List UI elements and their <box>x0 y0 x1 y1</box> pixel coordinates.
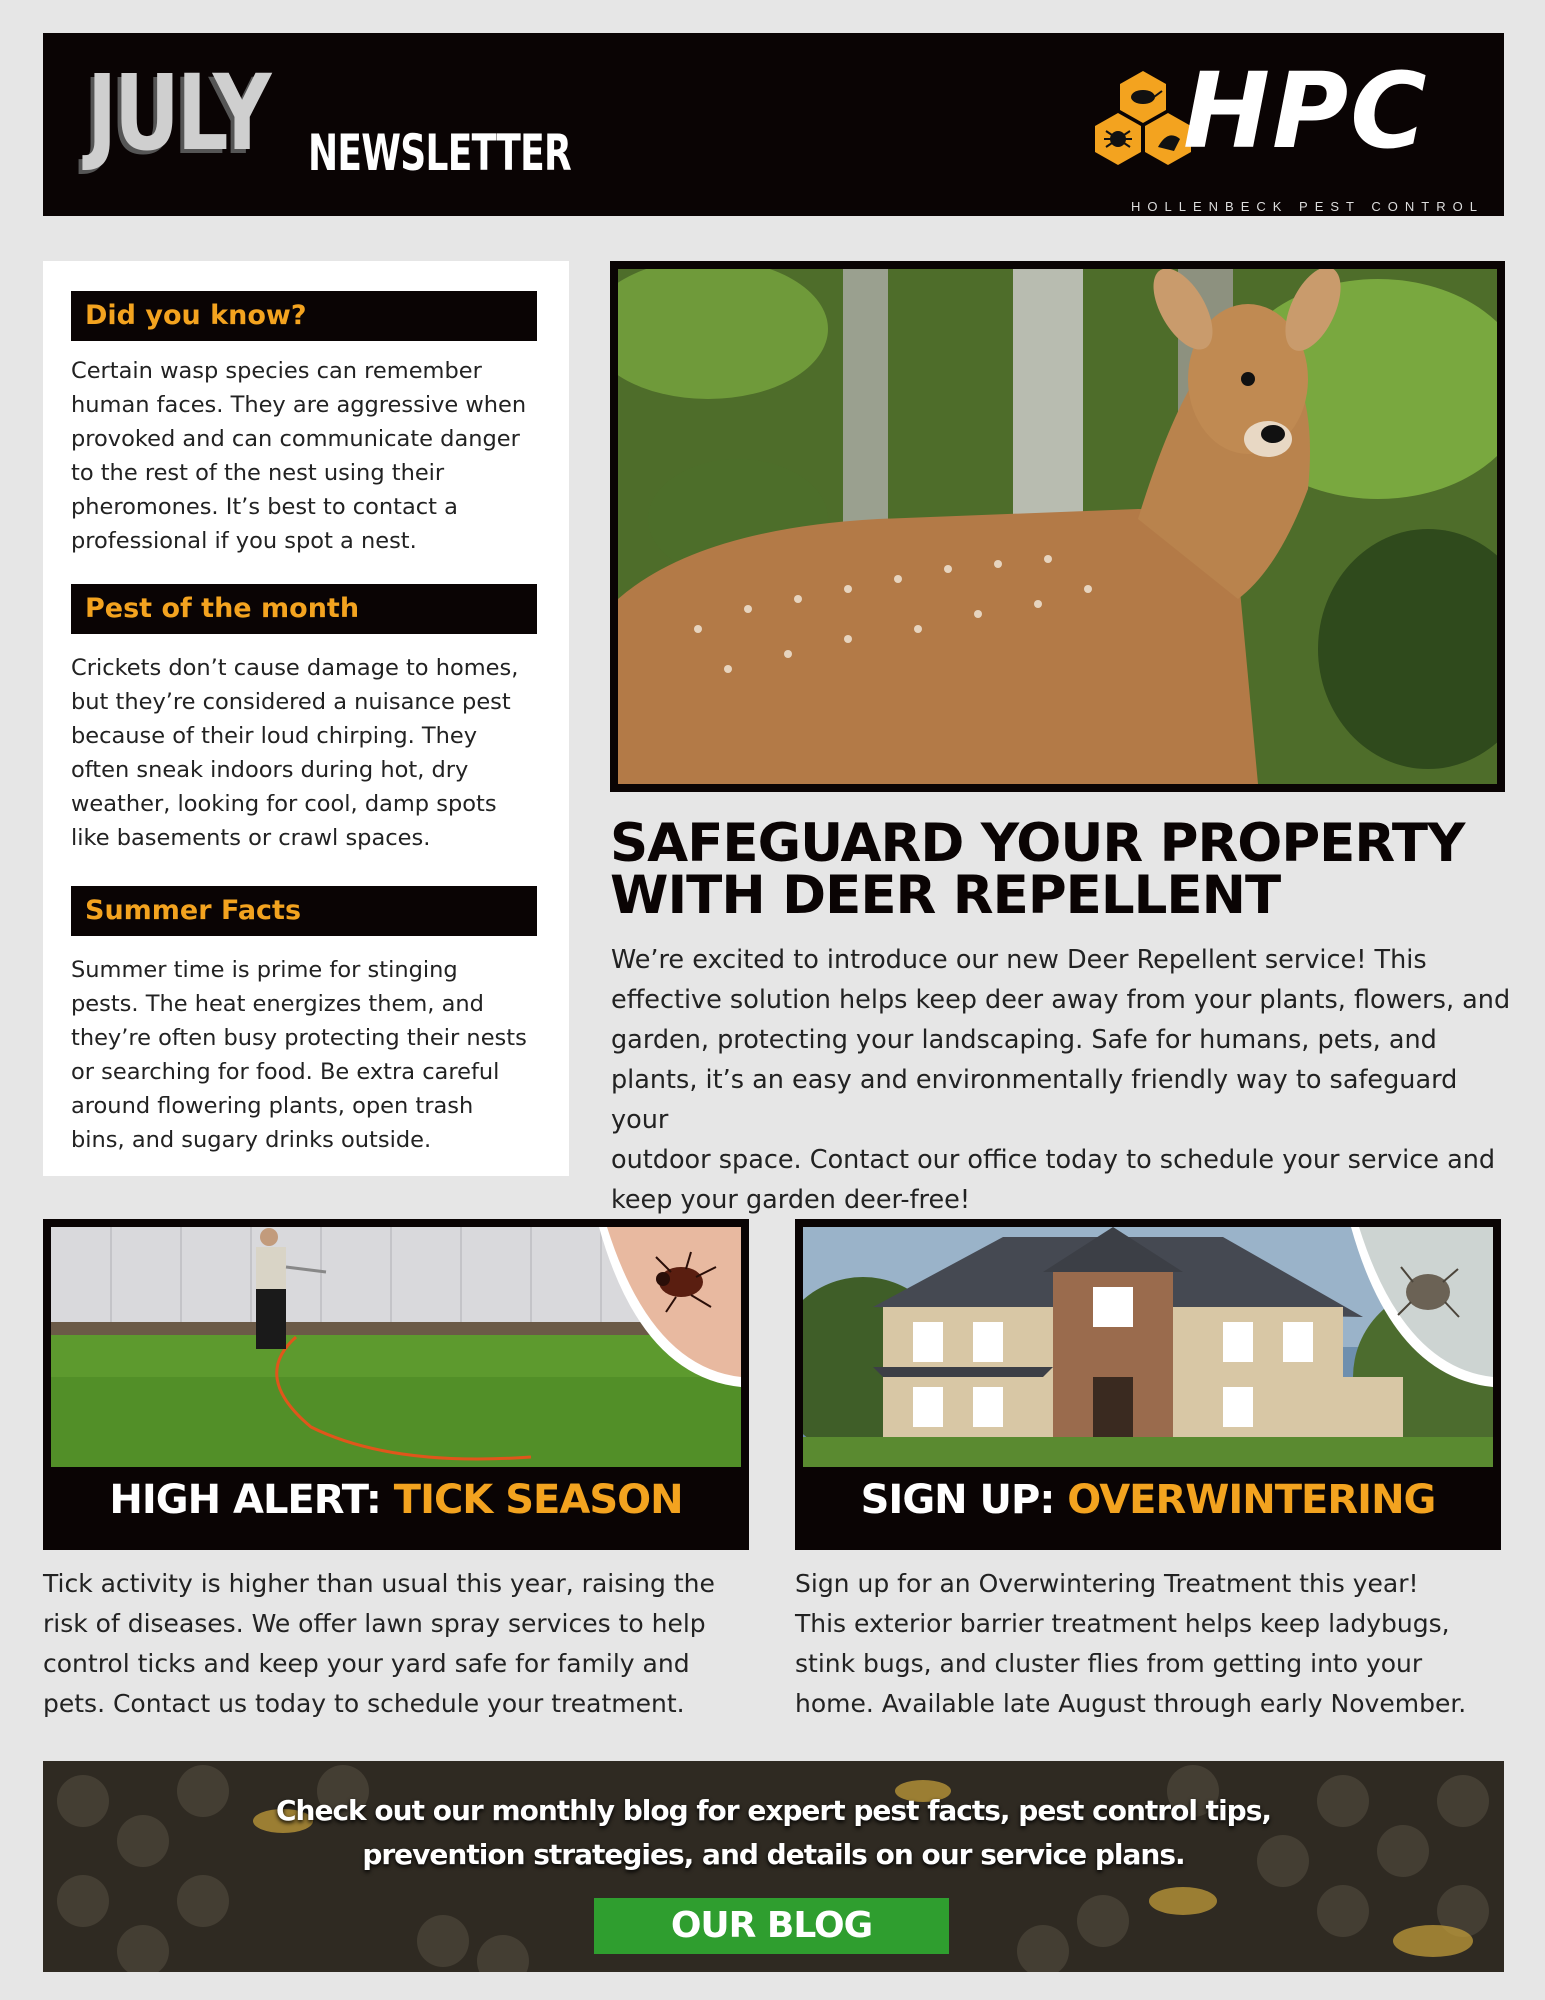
logo-subtitle: HOLLENBECK PEST CONTROL <box>1131 199 1484 214</box>
logo-text: HPC <box>1183 50 1429 172</box>
house-photo <box>803 1227 1493 1467</box>
our-blog-button[interactable]: OUR BLOG <box>594 1898 949 1954</box>
feature-text: We’re excited to introduce our new Deer Repellent service! This effective solution helps keep deer away from your plants, flowers, and garden, protecting your landscaping. Safe for humans, pets, and plants, it’s an easy and environmentally friendly way to safeguard your outdoor space. Contact our office today to schedule your service and keep your garden deer-free! <box>611 945 1511 1215</box>
feature-heading: SAFEGUARD YOUR PROPERTY WITH DEER REPELLENT <box>610 813 1465 926</box>
sidebar-facts <box>43 261 569 1176</box>
hpc-logo <box>1088 50 1488 214</box>
lawn-spray-image <box>51 1227 741 1467</box>
pest-of-month-text: Crickets don’t cause damage to homes, but they’re considered a nuisance pest because of their loud chirping. They often sneak indoors during hot, dry weather, looking for cool, damp spots like basements or crawl spaces. <box>71 655 519 851</box>
summer-facts-text: Summer time is prime for stinging pests. The heat energizes them, and they’re often busy protecting their nests or searching for food. Be extra careful around flowering plants, open trash bins, and sugary drinks outside. <box>71 957 527 1153</box>
tick-season-card <box>43 1219 749 1550</box>
title-newsletter: NEWSLETTER <box>308 124 571 182</box>
did-you-know-heading: Did you know? <box>71 291 537 341</box>
blog-footer <box>43 1761 1504 1972</box>
summer-facts-heading: Summer Facts <box>71 886 537 936</box>
newsletter-header <box>43 33 1504 216</box>
honeycomb-pest-icon <box>1088 67 1198 177</box>
tick-season-label: HIGH ALERT: TICK SEASON <box>109 1477 683 1523</box>
house-image <box>803 1227 1493 1467</box>
title-month: JULY <box>87 52 269 174</box>
overwintering-text: Sign up for an Overwintering Treatment this year! This exterior barrier treatment helps keep ladybugs, stink bugs, and cluster flies from getting into your home. Available late August through early November. <box>795 1569 1467 1718</box>
deer-photo <box>610 261 1505 792</box>
lawn-spray-photo <box>51 1227 741 1467</box>
did-you-know-text: Certain wasp species can remember human faces. They are aggressive when provoked and can communicate danger to the rest of the nest using their pheromones. It’s best to contact a professional if you spot a nest. <box>71 358 527 554</box>
overwintering-card <box>795 1219 1501 1550</box>
tick-season-text: Tick activity is higher than usual this year, raising the risk of diseases. We offer lawn spray services to help control ticks and keep your yard safe for family and pets. Contact us today to schedule your treatment. <box>43 1569 715 1718</box>
deer-image <box>618 269 1497 784</box>
overwintering-label: SIGN UP: OVERWINTERING <box>860 1477 1436 1523</box>
footer-text: Check out our monthly blog for expert pest facts, pest control tips, prevention strategies, and details on our service plans. <box>275 1794 1272 1871</box>
pest-of-month-heading: Pest of the month <box>71 584 537 634</box>
